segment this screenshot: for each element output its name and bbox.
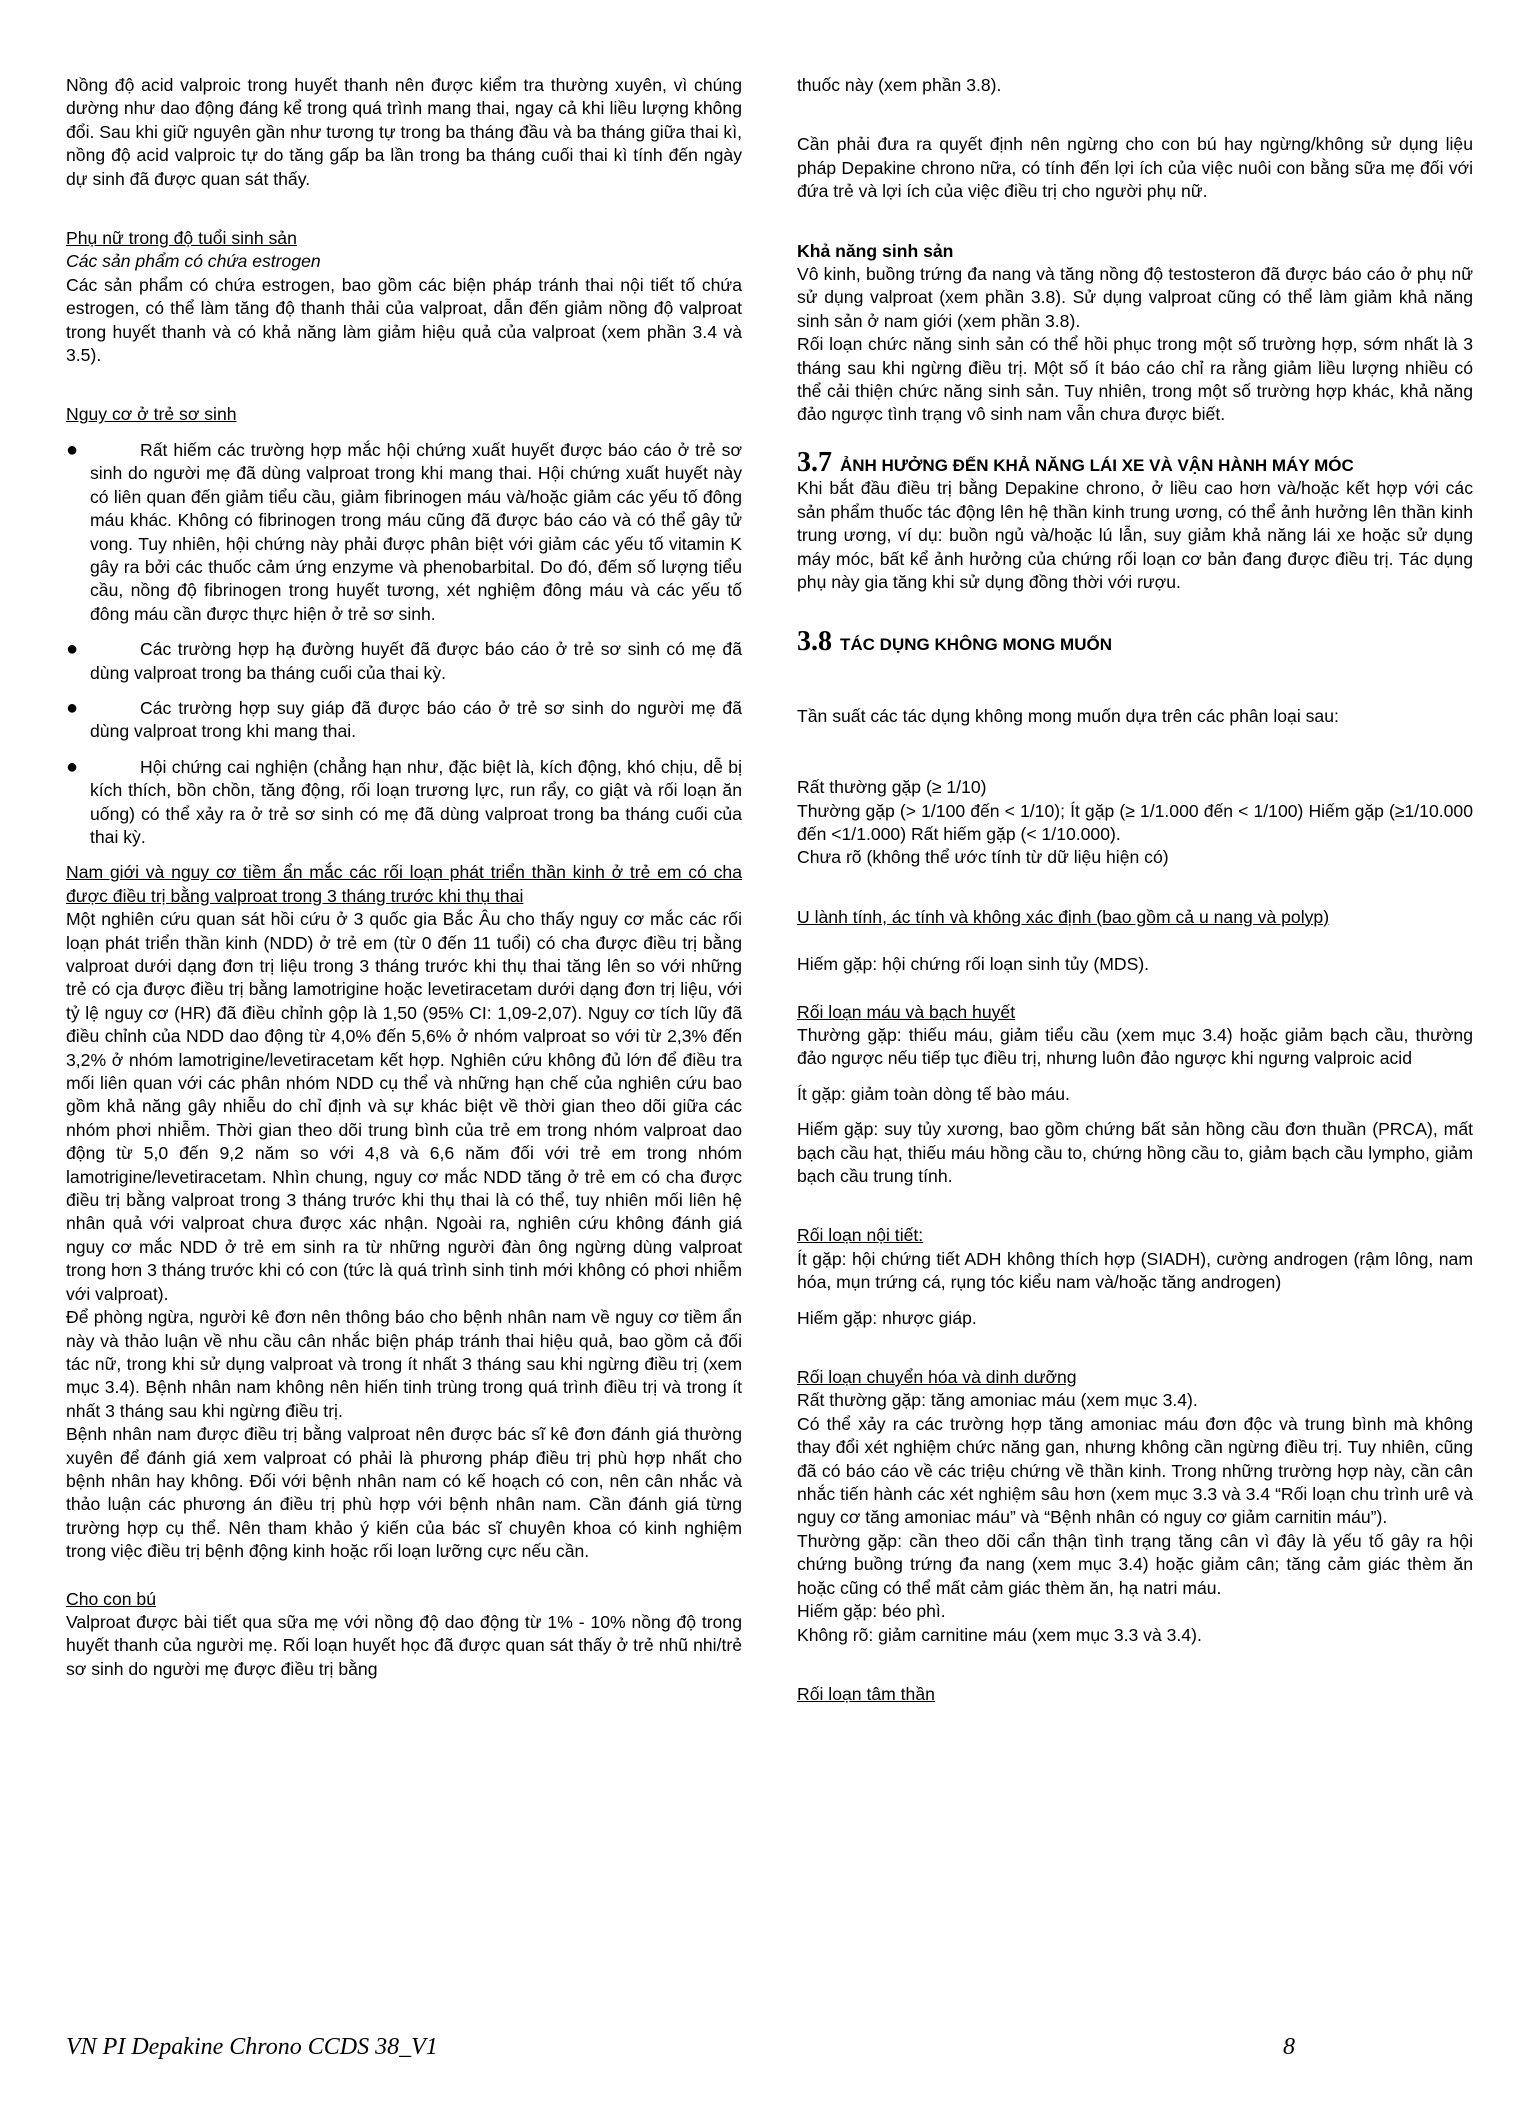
paragraph-endocrine-uncommon: Ít gặp: hội chứng tiết ADH không thích hợp (SIADH), cường androgen (rậm lông, nam hóa, mụn trứng cá, rụng tóc kiểu nam và/hoặc tăng androgen): [797, 1248, 1473, 1293]
bullet-item: [66, 638, 742, 685]
paragraph-men-evaluation: Bệnh nhân nam được điều trị bằng valproat nên được bác sĩ kê đơn đánh giá thường xuyên để đánh giá xem valproat có phải là phương pháp điều trị phù hợp nhất cho bệnh nhân hay không. Đối với bệnh nhân nam có kế hoạch có con, nên cân nhắc và thảo luận các phương án điều trị phù hợp với bệnh nhân nam. Cần đánh giá từng trường hợp cụ thể. Nên tham khảo ý kiến của bác sĩ chuyên khoa có kinh nghiệm trong việc điều trị bệnh động kinh hoặc rối loạn lưỡng cực nếu cần.: [66, 1424, 742, 1562]
heading-women-childbearing: Phụ nữ trong độ tuổi sinh sản: [66, 228, 297, 249]
bullet-dot-icon: ●: [66, 438, 79, 461]
paragraph-fertility: Vô kinh, buồng trứng đa nang và tăng nồng độ testosteron đã được báo cáo ở phụ nữ sử dụng valproat (xem phần 3.8). Sử dụng valproat cũng có thể làm giảm khả năng sinh sản ở nam giới (xem phần 3.8).: [797, 264, 1473, 331]
paragraph-blood-uncommon: Ít gặp: giảm toàn dòng tế bào máu.: [797, 1083, 1070, 1104]
bullet-text: Các trường hợp hạ đường huyết đã được báo cáo ở trẻ sơ sinh có mẹ đã dùng valproat trong ba tháng cuối của thai kỳ.: [90, 639, 742, 683]
bullet-text: Rất hiếm các trường hợp mắc hội chứng xuất huyết được báo cáo ở trẻ sơ sinh do người mẹ đã dùng valproat trong khi mang thai. Hội chứng xuất huyết này có liên quan đến giảm tiểu cầu, giảm fibrinogen máu và/hoặc giảm các yếu tố đông máu khác. Không có fibrinogen trong máu cũng đã được báo cáo và có thể gây tử vong. Tuy nhiên, hội chứng này phải được phân biệt với giảm các yếu tố vitamin K gây ra bởi các thuốc cảm ứng enzyme và phenobarbital. Do đó, đếm số lượng tiểu cầu, nồng độ fibrinogen trong huyết tương, xét nghiệm đông máu và các yếu tố đông máu cần được thực hiện ở trẻ sơ sinh.: [90, 439, 742, 624]
paragraph-valproic-levels: Nồng độ acid valproic trong huyết thanh nên được kiểm tra thường xuyên, vì chúng dường như dao động đáng kể trong quá trình mang thai, ngay cả khi liều lượng không đổi. Sau khi giữ nguyên gần như tương tự trong ba tháng đầu và ba tháng giữa thai kì, nồng độ acid valproic tự do tăng gấp ba lần trong ba tháng cuối thai kì tính đến ngày dự sinh đã được quan sát thấy.: [66, 75, 742, 189]
section-heading-3-7: [797, 446, 1473, 478]
paragraph-blood-common: Thường gặp: thiếu máu, giảm tiểu cầu (xem mục 3.4) hoặc giảm bạch cầu, thường đảo ngược nếu tiếp tục điều trị, nhưng luôn đảo ngược khi ngưng valproic acid: [797, 1024, 1473, 1069]
heading-endocrine: Rối loạn nội tiết:: [797, 1225, 924, 1246]
heading-breastfeeding: Cho con bú: [66, 1588, 156, 1609]
paragraph-blood-rare: Hiếm gặp: suy tủy xương, bao gồm chứng bất sản hồng cầu đơn thuần (PRCA), mất bạch cầu hạt, thiếu máu hồng cầu to, chứng hồng cầu to, giảm bạch cầu lympho, giảm bạch cầu trung tính.: [797, 1119, 1473, 1186]
heading-blood: Rối loạn máu và bạch huyết: [797, 1001, 1016, 1022]
paragraph-men-prevention: Để phòng ngừa, người kê đơn nên thông báo cho bệnh nhân nam về nguy cơ tiềm ẩn này và thảo luận về nhu cầu cân nhắc biện pháp tránh thai hiệu quả, bao gồm cả đối tác nữ, trong khi sử dụng valproat và trong ít nhất 3 tháng sau khi ngừng điều trị (xem mục 3.4). Bệnh nhân nam không nên hiến tinh trùng trong quá trình điều trị và trong ít nhất 3 tháng sau khi ngừng điều trị.: [66, 1307, 742, 1421]
frequency-very-common: Rất thường gặp (≥ 1/10): [797, 777, 987, 798]
left-column: [66, 74, 742, 1681]
heading-metabolism: Rối loạn chuyển hóa và dinh dưỡng: [797, 1367, 1077, 1388]
paragraph-frequency-intro: Tần suất các tác dụng không mong muốn dựa trên các phân loại sau:: [797, 705, 1339, 726]
bullet-dot-icon: ●: [66, 696, 79, 719]
paragraph-breastfeeding: Valproat được bài tiết qua sữa mẹ với nồng độ dao động từ 1% - 10% nồng độ trong huyết thanh của người mẹ. Rối loạn huyết học đã được quan sát thấy ở trẻ nhũ nhi/trẻ sơ sinh do người mẹ được điều trị bằng: [66, 1611, 742, 1679]
frequency-common-rare: Thường gặp (> 1/100 đến < 1/10); Ít gặp (≥ 1/1.000 đến < 1/100) Hiếm gặp (≥1/10.000 đến <1/1.000) Rất hiếm gặp (< 1/10.000).: [797, 800, 1473, 844]
paragraph-endocrine-rare: Hiếm gặp: nhược giáp.: [797, 1307, 977, 1328]
bullet-item: [66, 439, 742, 626]
paragraph-meta-rare: Hiếm gặp: béo phì.: [797, 1601, 946, 1622]
paragraph-breastfeeding-cont: thuốc này (xem phần 3.8).: [797, 75, 1002, 95]
bullet-text: Các trường hợp suy giáp đã được báo cáo ở trẻ sơ sinh do người mẹ đã dùng valproat trong khi mang thai.: [90, 697, 742, 742]
bullet-item: [66, 756, 742, 850]
bullet-item: [66, 697, 742, 744]
heading-newborn-risk: Nguy cơ ở trẻ sơ sinh: [66, 404, 237, 425]
section-title: ẢNH HƯỞNG ĐẾN KHẢ NĂNG LÁI XE VÀ VẬN HÀNH MÁY MÓC: [840, 455, 1354, 475]
paragraph-tumors: Hiếm gặp: hội chứng rối loạn sinh tủy (MDS).: [797, 954, 1150, 975]
footer-page-number: 8: [1283, 2034, 1295, 2060]
heading-tumors: U lành tính, ác tính và không xác định (bao gồm cả u nang và polyp): [797, 906, 1330, 927]
paragraph-meta-common: Thường gặp: cần theo dõi cẩn thận tình trạng tăng cân vì đây là yếu tố gây ra hội chứng buồng trứng đa nang (xem mục 3.4) hoặc giảm cân; tăng cảm giác thèm ăn hoặc cũng có thể mất cảm giác thèm ăn, hạ natri máu.: [797, 1530, 1473, 1598]
section-heading-3-8: [797, 626, 1473, 658]
paragraph-estrogen: Các sản phẩm có chứa estrogen, bao gồm các biện pháp tránh thai nội tiết tố chứa estrogen, có thể làm tăng độ thanh thải của valproat, dẫn đến giảm nồng độ valproat trong huyết thanh và có khả năng làm giảm hiệu quả của valproat (xem phần 3.4 và 3.5).: [66, 274, 742, 366]
right-column: [797, 74, 1473, 1706]
bullet-dot-icon: ●: [66, 755, 79, 778]
section-number: 3.8: [797, 626, 832, 658]
paragraph-driving: Khi bắt đầu điều trị bằng Depakine chrono, ở liều cao hơn và/hoặc kết hợp với các sản phẩm thuốc tác động lên hệ thần kinh trung ương, có thể ảnh hưởng lên thần kinh trung ương, ví dụ: buồn ngủ và/hoặc lú lẫn, suy giảm khả năng lái xe hoặc sử dụng máy móc, bất kể ảnh hưởng của chứng rối loạn cơ bản đang được điều trị. Tác dụng phụ này gia tăng khi sử dụng đồng thời với rượu.: [797, 478, 1473, 592]
paragraph-breastfeeding-decision: Cần phải đưa ra quyết định nên ngừng cho con bú hay ngừng/không sử dụng liệu pháp Depakine chrono nữa, có tính đến lợi ích của việc nuôi con bằng sữa mẹ đối với đứa trẻ và lợi ích của việc điều trị cho người phụ nữ.: [797, 134, 1473, 202]
paragraph-meta-ammonia: Có thể xảy ra các trường hợp tăng amoniac máu đơn độc và trung bình mà không thay đổi xét nghiệm chức năng gan, nhưng không cần ngừng điều trị. Tuy nhiên, cũng đã có báo cáo về các triệu chứng về thần kinh. Trong những trường hợp này, cần cân nhắc tiến hành các xét nghiệm sâu hơn (xem mục 3.3 và 3.4 “Rối loạn chu trình urê và nguy cơ tăng amoniac máu” và “Bệnh nhân có nguy cơ giảm carnitin máu”).: [797, 1413, 1473, 1528]
frequency-unknown: Chưa rõ (không thể ước tính từ dữ liệu hiện có): [797, 847, 1169, 868]
paragraph-meta-unknown: Không rõ: giảm carnitine máu (xem mục 3.3 và 3.4).: [797, 1624, 1202, 1645]
section-title: TÁC DỤNG KHÔNG MONG MUỐN: [840, 635, 1112, 655]
subheading-estrogen: Các sản phẩm có chứa estrogen: [66, 251, 321, 272]
paragraph-men-study: Một nghiên cứu quan sát hồi cứu ở 3 quốc gia Bắc Âu cho thấy nguy cơ mắc các rối loạn phát triển thần kinh (NDD) ở trẻ em (từ 0 đến 11 tuổi) có cha được điều trị bằng valproat dưới dạng đơn trị liệu trong 3 tháng trước khi thụ thai tăng lên so với những trẻ có cja được điều trị bằng lamotrigine hoặc levetiracetam dưới dạng đơn trị liệu, với tỷ lệ nguy cơ (HR) đã điều chỉnh gộp là 1,50 (95% CI: 1,09-2,07). Nguy cơ tích lũy đã điều chỉnh của NDD dao động từ 4,0% đến 5,6% ở nhóm valproat so với từ 2,3% đến 3,2% ở nhóm lamotrigine/levetiracetam kết hợp. Nghiên cứu không đủ lớn để điều tra mối liên quan với các phân nhóm NDD cụ thể và những hạn chế của nghiên cứu bao gồm khả năng gây nhiễu do chỉ định và sự khác biệt về thời gian theo dõi giữa các nhóm phơi nhiễm. Thời gian theo dõi trung bình của trẻ em trong nhóm valproat dao động từ 5,0 đến 9,2 năm so với 4,8 và 6,6 năm đối với trẻ em trong nhóm lamotrigine/levetiracetam. Nhìn chung, nguy cơ mắc NDD tăng ở trẻ em có cha được điều trị bằng valproat trong 3 tháng trước khi thụ thai là có thể, tuy nhiên mối liên hệ nhân quả với valproat chưa được xác nhận. Ngoài ra, nghiên cứu không đánh giá nguy cơ mắc NDD ở trẻ em sinh ra từ những người đàn ông ngừng dùng valproat trong hơn 3 tháng trước khi có con (tức là quá trình sinh tinh mới không có phơi nhiễm với valproat).: [66, 909, 742, 1304]
bullet-text: Hội chứng cai nghiện (chẳng hạn như, đặc biệt là, kích động, khó chịu, dễ bị kích thích, bồn chồn, tăng động, rối loạn trương lực, run rẩy, co giật và rối loạn ăn uống) có thể xảy ra ở trẻ sơ sinh có mẹ đã dùng valproat trong ba tháng cuối của thai kỳ.: [90, 756, 742, 847]
heading-fertility: Khả năng sinh sản: [797, 240, 954, 261]
bullet-dot-icon: ●: [66, 638, 79, 661]
heading-psychiatric: Rối loạn tâm thần: [797, 1683, 935, 1704]
section-number: 3.7: [797, 446, 832, 478]
footer-document-id: VN PI Depakine Chrono CCDS 38_V1: [66, 2034, 438, 2060]
paragraph-fertility-reversible: Rối loạn chức năng sinh sản có thể hồi phục trong một số trường hợp, sớm nhất là 3 tháng sau khi ngừng điều trị. Một số ít báo cáo chỉ ra rằng giảm liều lượng nhiều có thể cải thiện chức năng sinh sản. Tuy nhiên, trong một số trường hợp khác, khả năng đảo ngược tình trạng vô sinh nam vẫn chưa được biết.: [797, 334, 1473, 425]
heading-men-risk: Nam giới và nguy cơ tiềm ẩn mắc các rối loạn phát triển thần kinh ở trẻ em có cha được điều trị bằng valproat trong 3 tháng trước khi thụ thai: [66, 862, 742, 906]
paragraph-meta-very-common: Rất thường gặp: tăng amoniac máu (xem mục 3.4).: [797, 1390, 1198, 1411]
